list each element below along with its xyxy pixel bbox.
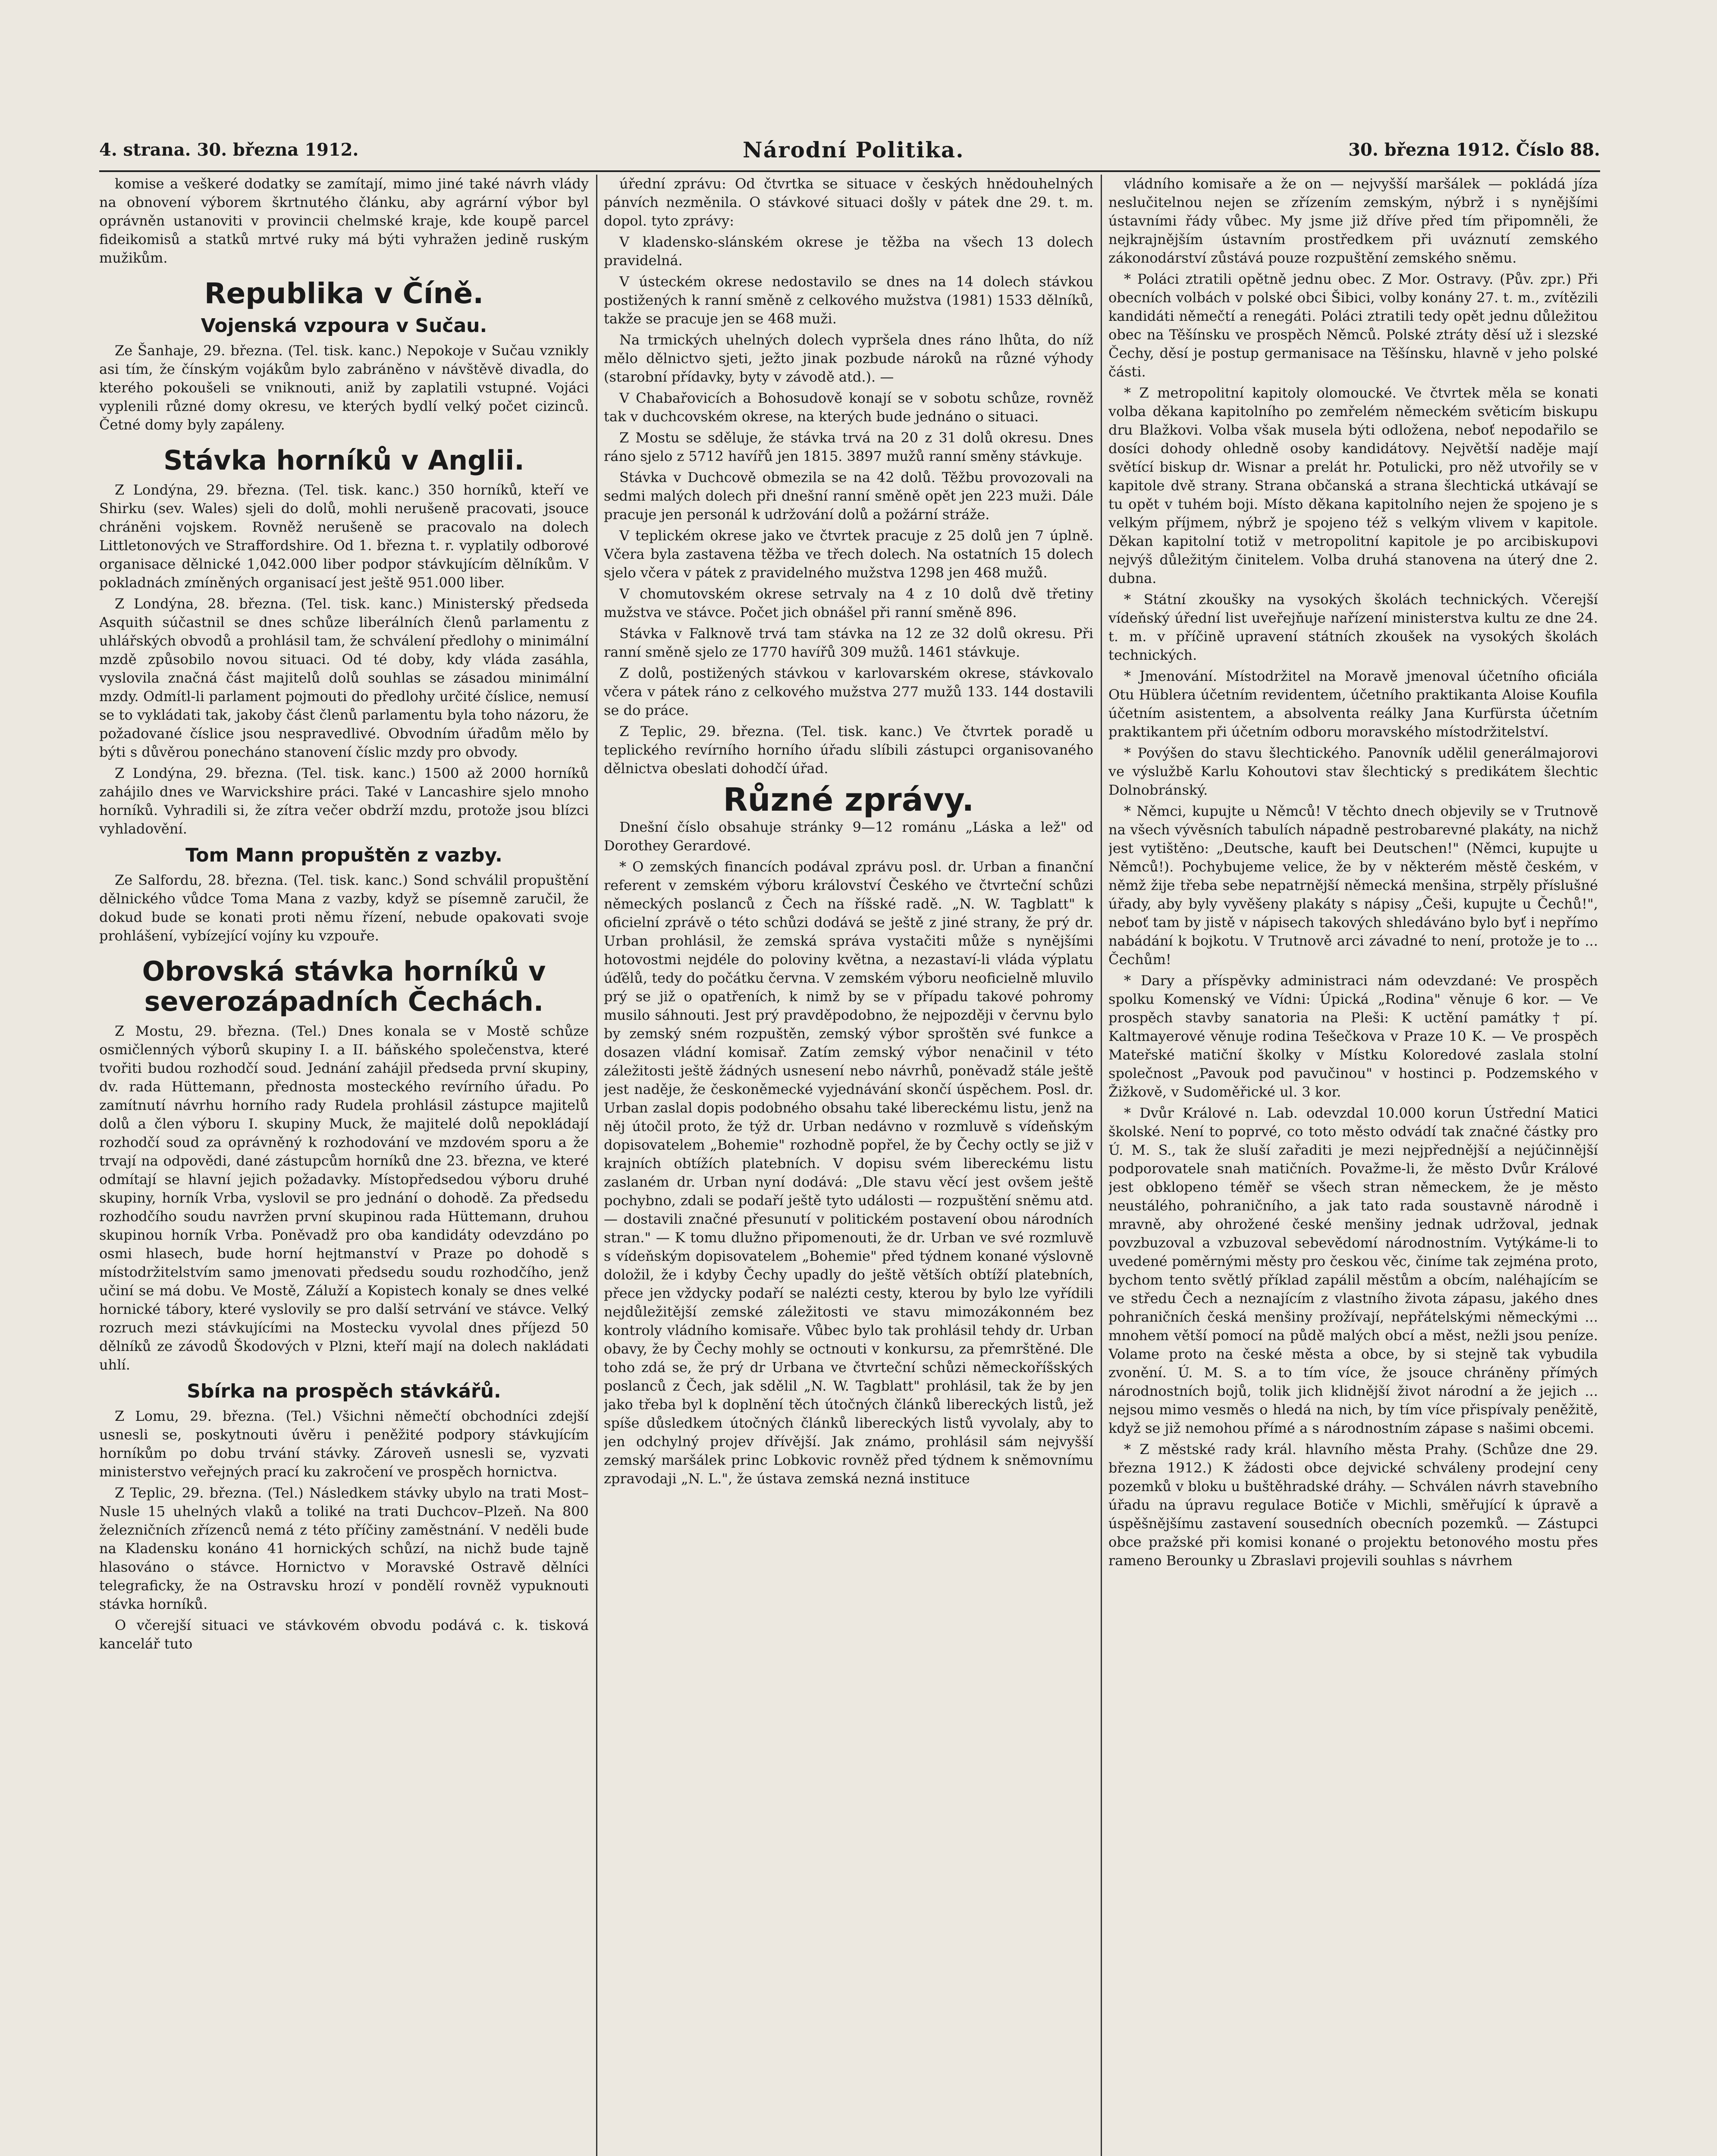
article-text: * Jmenování. Místodržitel na Moravě jmenoval účetního oficiála Otu Hüblera účetním revidentem, účetního praktikanta Aloise Koufila účetním asistentem, a absolventa reálky Jana Kurfürsta účetním praktikantem při účetním odboru moravského místodržitelství. [1108, 668, 1598, 740]
column-1 [99, 175, 589, 2156]
subheadline-sbirka: Sbírka na prospěch stávkářů. [187, 1380, 501, 1402]
page-header [99, 129, 1600, 172]
article-text: * Poláci ztratili opětně jednu obec. Z Mor. Ostravy. (Pův. zpr.) Při obecních volbách v polské obci Šibici, volby konány 27. t. m., zvítězili kandidáti němečtí a renegáti. Poláci ztratili tedy opět jednu důležitou obec na Těšínsku ve prospěch Němců. Polské ztráty děsí už i slezské Čechy, děsí je postup germanisace na Těšínsku, hlavně v jeho polské části. [1108, 271, 1598, 380]
article-text: Na trmických uhelných dolech vypršela dnes ráno lhůta, do níž mělo dělnictvo sjeti, ježto jinak pozbude nároků na různé výhody (starobní přídavky, byty v závodě atd.). — [604, 332, 1093, 385]
article-text: * Z městské rady král. hlavního města Prahy. (Schůze dne 29. března 1912.) K žádosti obce dejvické schváleny prodejní ceny pozemků v bloku u buštěhradské dráhy. — Schválen návrh stavebního úřadu na úpravu regulace Botiče v Michli, směřující k úpravě a úspěšnějšímu zastavení sousedních obecních pozemků. — Zástupci obce pražské při komisi konané o projektu betonového mostu přes rameno Berounky u Zbraslavi projevili souhlas s návrhem [1108, 1441, 1598, 1569]
article-text: Z Mostu, 29. března. (Tel.) Dnes konala se v Mostě schůze osmičlenných výborů skupiny I. a II. báňského společenstva, které tvořiti budou rozhodčí soud. Jednání zahájil předseda první skupiny, dv. rada Hüttemann, přednosta mosteckého revírního úřadu. Po zamítnutí návrhu horního rady Rudela prohlásil zástupce majitelů dolů a člen výboru I. skupiny Muck, že majitelé dolů nepokládají rozhodčí soud za oprávněný k rozhodování ve mzdovém sporu a že trvají na odpovědi, dané zástupcům horníků dne 23. března, ve které odmítají se hlavní jejich požadavky. Místopředsedou výboru druhé skupiny, horník Vrba, vyslovil se pro jednání o dohodě. Za předsedu rozhodčího soudu navržen první skupinou rada Hüttemann, druhou skupinou horník Vrba. Poněvadž pro oba kandidáty odevzdáno po osmi hlasech, bude horní hejtmanství v Praze po dohodě s místodržitelstvím samo jmenovati předsedu soudu rozhodčího, jenž učiní se má dobu. Ve Mostě, Záluží a Kopistech konaly se dnes velké hornické tábory, které vyslovily se pro další setrvání ve stávce. Velký rozruch mezi stávkujícími na Mostecku vyvolal dnes příjezd 50 dělníků ze závodů Škodových v Plzni, kteří mají na dolech nakládati uhlí. [99, 1023, 589, 1373]
article-text: Dnešní číslo obsahuje stránky 9—12 románu „Láska a lež" od Dorothey Gerardové. [604, 819, 1093, 854]
article-text: Z Teplic, 29. března. (Tel.) Následkem stávky ubylo na trati Most–Nusle 15 uhelných vlaků a toliké na trati Duchcov–Plzeň. Na 800 železničních zřízenců nemá z této příčiny zaměstnání. V neděli bude na Kladensku konáno 41 hornických schůzí, na nichž bude tajně hlasováno o stávce. Hornictvo v Moravské Ostravě dělníci telegraficky, že na Ostravsku hrozí v pondělí rovněž vypuknouti stávka horníků. [99, 1485, 589, 1612]
article-text: * Z metropolitní kapitoly olomoucké. Ve čtvrtek měla se konati volba děkana kapitolního po zemřelém německém světicím biskupu dru Blažkovi. Volba však musela býti odložena, neboť nepodařilo se dosíci dohody ohledně osoby kandidátovy. Největší naděje mají světící biskup dr. Wisnar a prelát hr. Potulicki, pro něž utvořily se v kapitole dvě strany. Strana občanská a strana šlechtická utkávají se tu opět v tuhém boji. Místo děkana kapitolního nejen že spojeno je s velkým příjmem, nýbrž je spojeno též s velkým vlivem v kapitole. Děkan kapitolní totiž v metropolitní kapitole je po arcibiskupovi nejvýš důležitým činitelem. Volba druhá stanovena na úterý dne 2. dubna. [1108, 385, 1598, 586]
column-rule-2 [1101, 175, 1102, 2156]
headline-anglii: Stávka horníků v Anglii. [163, 445, 524, 476]
article-text: komise a veškeré dodatky se zamítají, mimo jiné také návrh vlády na obnovení výborem škrtnutého článku, aby agrární výbor byl oprávněn ustanoviti v provincii chelmské kraje, kde koupě parcel fideikomisů a statků mrtvé ruky má býti vyhražen jedině ruským mužikům. [99, 175, 589, 266]
page-date-right: 30. března 1912. Číslo 88. [1348, 140, 1600, 160]
article-text: Stávka v Falknově trvá tam stávka na 12 ze 32 dolů okresu. Při ranní směně sjelo ze 1770 havířů 309 mužů. 1461 stávkuje. [604, 625, 1093, 660]
article-text: * Dvůr Králové n. Lab. odevzdal 10.000 korun Ústřední Matici školské. Není to poprvé, co toto město odvádí tak značné částky pro Ú. M. S., tak že sluší zařaditi je mezi nejpřednější a nejúčinnější podporovatele snah matičních. Považme-li, že město Dvůr Králové jest obklopeno téměř se všech stran německem, že je město neustálého, pohraničního, a jak tato rada soustavně národně i mravně, aby ohrožené české menšiny jednak udržoval, jednak povzbuzoval a vzbuzoval sebevědomí národnostním. Vytýkáme-li to uvedené poměrnými městy pro českou věc, činíme tak zejména proto, bychom tento světlý příklad zapálil městům a obcím, naléhajícím se ve středu Čech a neznajícím z vlastního života zápasu, jakého dnes pohraničních česká menšiny prožívají, nepřátelskými německými ... mnohem větší pomocí na půdě malých obcí a měst, nežli jsou peníze. Volame proto na české města a obce, by si stejně tak vybudila zvonění. Ú. M. S. a to tím více, že jsouce chráněny přímých národnostních bojů, tolik jich klidnější život národní a že jejich ... nejsou mimo vesměs o hledá na nich, by tím více přispívaly peněžitě, když se již nemohou přímé a s národnostním zápase s našimi obcemi. [1108, 1105, 1598, 1436]
article-text: Z Lomu, 29. března. (Tel.) Všichni němečtí obchodníci zdejší usnesli se, poskytnouti úvěru i peněžité podpory stávkujícím horníkům po dobu trvání stávky. Zároveň usnesli se, vyzvati ministerstvo veřejných prací ku zakročení ve prospěch hornictva. [99, 1408, 589, 1480]
article-text: V kladensko-slánském okrese je těžba na všech 13 dolech pravidelná. [604, 234, 1093, 269]
article-text: Z Londýna, 29. března. (Tel. tisk. kanc.) 1500 až 2000 horníků zahájilo dnes ve Warvickshire práci. Také v Lancashire sjelo mnoho horníků. Vyhradili si, že zítra večer obdrží mzdu, protože jsou blízci vyhladovění. [99, 765, 589, 837]
article-text: V Chabařovicích a Bohosudově konají se v sobotu schůze, rovněž tak v duchcovském okrese, na kterých bude jednáno o situaci. [604, 390, 1093, 425]
article-text: Z Londýna, 29. března. (Tel. tisk. kanc.) 350 horníků, kteří ve Shirku (sev. Wales) sjeli do dolů, mohli nerušeně pracovati, jsouce chráněni vojskem. Rovněž nerušeně se pracovalo na dolech Littletonových ve Straffordshire. Od 1. března t. r. vyplatily odborové organisace dělnické 1,042.000 liber podpor stávkujícím dělníkům. V pokladnách zmíněných organisací jest ještě 951.000 liber. [99, 482, 589, 591]
page-date-left: 4. strana. 30. března 1912. [99, 140, 359, 160]
column-2 [604, 175, 1093, 2156]
column-rule-1 [596, 175, 597, 2156]
article-text: V ústeckém okrese nedostavilo se dnes na 14 dolech stávkou postižených k ranní směně z celkového mužstva (1981) 1533 dělníků, takže se pracuje jen se 468 muži. [604, 273, 1093, 327]
article-text: Stávka v Duchcově obmezila se na 42 dolů. Těžbu provozovali na sedmi malých dolech při dnešní ranní směně opět jen 223 muži. Dále pracuje jen personál k udržování dolů a požární stráže. [604, 469, 1093, 523]
headline-cina: Republika v Číně. [204, 277, 484, 310]
article-text: O včerejší situaci ve stávkovém obvodu podává c. k. tisková kancelář tuto [99, 1617, 589, 1652]
article-text: V teplickém okrese jako ve čtvrtek pracuje z 25 dolů jen 7 úplně. Včera byla zastavena těžba ve třech dolech. Na ostatních 15 dolech sjelo včera v pátek z pravidelného mužstva 1298 jen 468 mužů. [604, 527, 1093, 581]
article-text: * O zemských financích podával zprávu posl. dr. Urban a finanční referent v zemském výboru království Českého ve čtvrteční schůzi německých poslanců z Čech na říšské radě. „N. W. Tagblatt" k oficielní zprávě o této schůzi dodává se ještě z jiné strany, že prý dr. Urban prohlásil, že zemská správa vystačiti může s nynějšími hotovostmi nejdéle do poloviny května, a nezastaví-li vláda výplatu úďělů, tedy do počátku června. V zemském výboru neoficielně mluvilo prý se již o opatřeních, k nimž by se v případu takové pohromy musilo sáhnouti. Jest prý pravděpodobno, že nejpozději v červnu bylo by zemský sném rozpuštěn, zemský výbor sproštěn své funkce a dosazen vládní komisař. Zatím zemský výbor nenačinil v této záležitosti ještě žádných usnesení nebo návrhů, poněvadž stále ještě jest naděje, že českoněmecké vyjednávání skončí úspěchem. Posl. dr. Urban zaslal dopis podobného obsahu také libereckému listu, jenž na něj útočil proto, že týž dr. Urban nedávno v rozmluvě s vídeňským dopisovatelem „Bohemie" rozhodně popřel, že by Čechy octly se již v krajních obtížích platebních. V dopisu svém libereckému listu zaslaném dr. Urban nyní dodává: „Dle stavu věcí jest ovšem ještě pochybno, zdali se podaří ještě tyto události — rozpuštění sněmu atd. — dostavili značné přesunutí v politickém postavení obou národních stran." — K tomu dlužno připomenouti, že dr. Urban ve své rozmluvě s vídeňským dopisovatelem „Bohemie" před týdnem konané výslovně doložil, že i kdyby Čechy upadly do ještě větších obtíží platebních, přece jen vždycky podaří se nalézti cesty, kterou by bylo lze vyřídili nejdůležitější zemské záležitosti ve stavu mimozákonném bez kontroly vládního komisaře. Vůbec bylo tak prohlásil tehdy dr. Urban obavy, že by Čechy mohly se octnouti v konkursu, za přemrštěné. Dle toho zdá se, že prý dr Urbana ve čtvrteční schůzi německoříšských poslanců z Čech, jak sdělil „N. W. Tagblatt" prohlásil, tak že by jen jako třeba byl k doplnění těch útočných článků libereckých listů, jež spíše důsledkem útočných článků libereckých listů vyvolaly, aby to jen odchylný projev dřívější. Jak známo, prohlásil sám nejvyšší zemský maršálek princ Lobkovic rovněž před týdnem k sněmovnímu zpravodaji „N. L.", že ústava zemská nezná instituce [604, 859, 1093, 1487]
subheadline-mann: Tom Mann propuštěn z vazby. [185, 844, 502, 866]
article-text: Z Mostu se sděluje, že stávka trvá na 20 z 31 dolů okresu. Dnes ráno sjelo z 5712 havířů jen 1815. 3897 mužů ranní směny stávkuje. [604, 429, 1093, 464]
article-text: V chomutovském okrese setrvaly na 4 z 10 dolů dvě třetiny mužstva ve stávce. Počet jich obnášel při ranní směně 896. [604, 586, 1093, 620]
article-text: Ze Salfordu, 28. března. (Tel. tisk. kanc.) Sond schválil propuštění dělnického vůdce Toma Mana z vazby, když se písemně zaručil, že dokud bude se konati proti němu řízení, nebude opakovati svoje prohlášení, vybízející vojíny ku vzpouře. [99, 872, 589, 944]
article-text: * Povýšen do stavu šlechtického. Panovník udělil generálmajorovi ve výslužbě Karlu Kohoutovi stav šlechtický s predikátem šlechtic Dolnobránský. [1108, 745, 1598, 798]
article-text: * Němci, kupujte u Němců! V těchto dnech objevily se v Trutnově na všech vývěsních tabulích nápadně pestrobarevné plakáty, na nichž jest vytištěno: „Deutsche, kauft bei Deutschen!" (Němci, kupujte u Němců!). Pochybujeme velice, že by v některém městě českém, v němž žije třeba sebe nepatrnější německá menšina, strpěly příslušné úřady, aby byly vyvěšeny plakáty s nápisy „Češi, kupujte u Čechů!", neboť tam by jistě v nápisech takových shledáváno bylo byť i nepřímo nabádání k bojkotu. V Trutnově arci závadné to není, protože je to ... Čechům! [1108, 803, 1598, 968]
article-text: vládního komisaře a že on — nejvyšší maršálek — pokládá jíza neslučitelnou nejen se zřízením zemským, nýbrž i s nynějšími ústavními řády vůbec. My jsme již dříve před tím připomněli, že nejkrajnějším ústavním prostředkem při uváznutí zemského zákonodárství zůstává pouze rozpuštění zemského sněmu. [1108, 175, 1598, 266]
headline-ruzne: Různé zprávy. [723, 781, 974, 818]
subheadline-sucau: Vojenská vzpoura v Sučau. [201, 315, 487, 337]
article-text: Z Teplic, 29. března. (Tel. tisk. kanc.) Ve čtvrtek poradě u teplického revírního horního úřadu slíbili zástupci organisovaného dělnictva obeslati dohodčí úřad. [604, 723, 1093, 777]
column-3 [1108, 175, 1598, 2156]
article-text: Ze Šanhaje, 29. března. (Tel. tisk. kanc.) Nepokoje v Sučau vznikly asi tím, že čínským vojákům bylo zabráněno v návštěvě divadla, do kterého pokoušeli se vniknouti, aniž by zaplatili vstupné. Vojáci vyplenili různé domy okresu, ve kterých bydlí velký počet cizinců. Četné domy byly zapáleny. [99, 342, 589, 433]
article-text: * Dary a příspěvky administraci nám odevzdané: Ve prospěch spolku Komenský ve Vídni: Úpická „Rodina" věnuje 6 kor. — Ve prospěch stavby sanatoria na Pleši: K uctění památky † pí. Kaltmayerové věnuje rodina Tešečkova v Praze 10 K. — Ve prospěch Mateřské matiční školky v Místku Koloredové zaslala stolní společnost „Pavouk pod pavučinou" v hostinci p. Podzemského v Žižkově, v Sudoměřické ul. 3 kor. [1108, 972, 1598, 1100]
article-text: Z Londýna, 28. března. (Tel. tisk. kanc.) Ministerský předseda Asquith súčastnil se dnes schůze liberálních členů parlamentu z uhlářských obvodů a prohlásil tam, že schválení předlohy o minimální mzdě způsobilo novou situaci. Od té doby, kdy vláda zasáhla, vyslovila značná část majitelů dolů souhlas se zásadou minimální mzdy. Odmítl-li parlament pojmouti do předlohy určité číslice, nemusí se to vykládati tak, jakoby část členů parlamentu byla toho názoru, že požadované číslice jsou nespravedlivé. Obvodním úřadům mělo by býti s důvěrou ponecháno stanovení číslic mzdy pro obvody. [99, 595, 589, 760]
article-text: * Státní zkoušky na vysokých školách technických. Včerejší vídeňský úřední list uveřejňuje nařízení ministerstva kultu ze dne 24. t. m. v příčině upravení státních zkoušek na vysokých školách technických. [1108, 591, 1598, 663]
headline-obrovska: Obrovská stávka horníků v severozápadních Čechách. [142, 956, 546, 1017]
article-text: úřední zprávu: Od čtvrtka se situace v českých hnědouhelných pánvích nezměnila. O stávkové situaci došly v pátek dne 29. t. m. dopol. tyto zprávy: [604, 175, 1093, 229]
article-text: Z dolů, postižených stávkou v karlovarském okrese, stávkovalo včera v pátek ráno z celkového mužstva 277 mužů 133. 144 dostavili se do práce. [604, 665, 1093, 718]
masthead: Národní Politika. [743, 137, 964, 163]
